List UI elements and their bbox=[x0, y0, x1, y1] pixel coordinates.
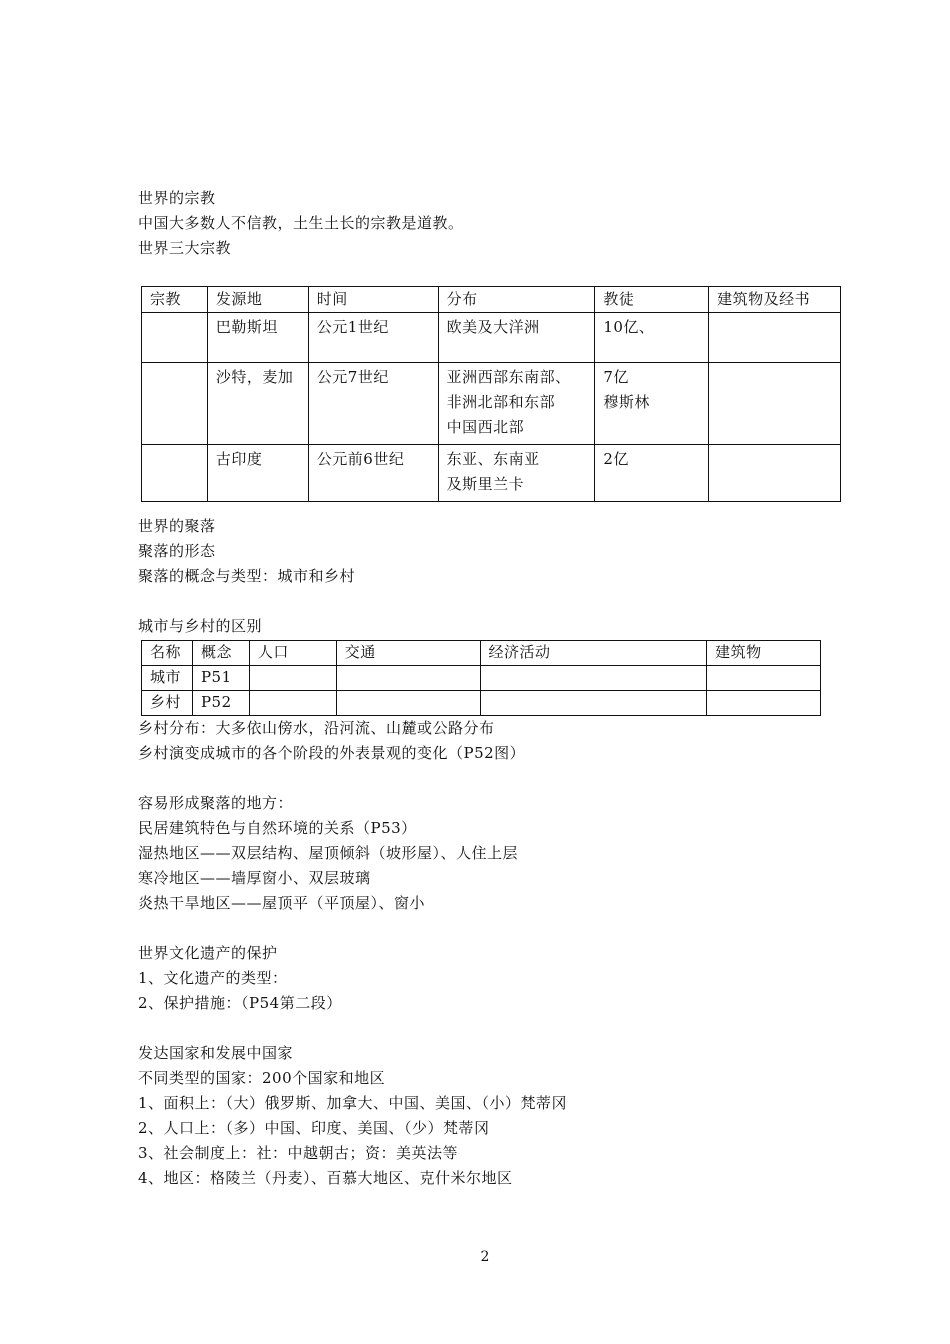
time-cell: 公元7世纪 bbox=[308, 363, 438, 445]
header-cell: 教徒 bbox=[595, 287, 709, 313]
header-cell: 宗教 bbox=[142, 287, 208, 313]
text-line: 容易形成聚落的地方： bbox=[138, 794, 294, 812]
text-line: 乡村演变成城市的各个阶段的外表景观的变化（P52图） bbox=[138, 744, 526, 762]
header-cell: 交通 bbox=[336, 641, 480, 666]
header-cell: 名称 bbox=[142, 641, 193, 666]
empty-cell bbox=[480, 666, 707, 691]
header-cell: 发源地 bbox=[207, 287, 308, 313]
text-line: 4、地区：格陵兰（丹麦）、百慕大地区、克什米尔地区 bbox=[138, 1169, 513, 1187]
text-line: 3、社会制度上：社：中越朝古；资：美英法等 bbox=[138, 1144, 459, 1162]
distribution-line: 非洲北部和东部 bbox=[446, 393, 556, 411]
followers-cell bbox=[595, 363, 709, 445]
header-cell: 建筑物 bbox=[707, 641, 821, 666]
table-header-row bbox=[142, 641, 821, 666]
origin-cell: 沙特，麦加 bbox=[207, 363, 308, 445]
empty-cell bbox=[249, 666, 336, 691]
text-line: 寒冷地区——墙厚窗小、双层玻璃 bbox=[138, 869, 371, 887]
text-line: 不同类型的国家：200个国家和地区 bbox=[138, 1069, 386, 1087]
text-line: 炎热干旱地区——屋顶平（平顶屋）、窗小 bbox=[138, 894, 426, 912]
name-cell: 乡村 bbox=[142, 691, 193, 716]
table-row bbox=[142, 666, 821, 691]
followers-cell bbox=[595, 313, 709, 363]
followers-cell bbox=[595, 445, 709, 502]
concept-cell: P51 bbox=[192, 666, 249, 691]
table-row bbox=[142, 691, 821, 716]
religion-table bbox=[141, 286, 841, 502]
header-cell: 分布 bbox=[438, 287, 595, 313]
section-title-countries: 发达国家和发展中国家 bbox=[138, 1044, 294, 1062]
table-row bbox=[142, 313, 841, 363]
building-cell bbox=[709, 445, 841, 502]
distribution-line: 亚洲西部东南部、 bbox=[446, 368, 571, 386]
header-cell: 建筑物及经书 bbox=[709, 287, 841, 313]
followers-line: 穆斯林 bbox=[603, 393, 650, 411]
text-line: 民居建筑特色与自然环境的关系（P53） bbox=[138, 819, 417, 837]
concept-cell: P52 bbox=[192, 691, 249, 716]
text-line: 聚落的概念与类型：城市和乡村 bbox=[138, 567, 356, 585]
distribution-cell bbox=[438, 313, 595, 363]
origin-cell: 古印度 bbox=[207, 445, 308, 502]
table-header-row bbox=[142, 287, 841, 313]
empty-cell bbox=[336, 691, 480, 716]
text-line: 聚落的形态 bbox=[138, 542, 216, 560]
header-cell: 概念 bbox=[192, 641, 249, 666]
section-title-heritage: 世界文化遗产的保护 bbox=[138, 944, 278, 962]
time-cell: 公元1世纪 bbox=[308, 313, 438, 363]
followers-line: 10亿、 bbox=[603, 318, 655, 336]
text-line: 城市与乡村的区别 bbox=[138, 617, 263, 635]
header-cell: 人口 bbox=[249, 641, 336, 666]
text-line: 1、面积上：（大）俄罗斯、加拿大、中国、美国、（小）梵蒂冈 bbox=[138, 1094, 568, 1112]
page-number: 2 bbox=[480, 1249, 490, 1265]
text-line: 1、文化遗产的类型： bbox=[138, 969, 288, 987]
empty-cell bbox=[707, 691, 821, 716]
name-cell: 城市 bbox=[142, 666, 193, 691]
section-title-religion: 世界的宗教 bbox=[138, 189, 216, 207]
building-cell bbox=[709, 363, 841, 445]
distribution-line: 中国西北部 bbox=[446, 418, 525, 436]
distribution-cell bbox=[438, 363, 595, 445]
followers-line: 7亿 bbox=[603, 368, 629, 386]
followers-line: 2亿 bbox=[603, 450, 629, 468]
building-cell bbox=[709, 313, 841, 363]
section-title-settlement: 世界的聚落 bbox=[138, 517, 216, 535]
text-line: 中国大多数人不信教，土生土长的宗教是道教。 bbox=[138, 214, 464, 232]
table-row bbox=[142, 363, 841, 445]
text-line: 湿热地区——双层结构、屋顶倾斜（坡形屋）、人住上层 bbox=[138, 844, 519, 862]
empty-cell bbox=[707, 666, 821, 691]
text-line: 乡村分布：大多依山傍水，沿河流、山麓或公路分布 bbox=[138, 719, 495, 737]
origin-cell: 巴勒斯坦 bbox=[207, 313, 308, 363]
religion-cell bbox=[142, 363, 208, 445]
religion-cell bbox=[142, 445, 208, 502]
empty-cell bbox=[480, 691, 707, 716]
text-line: 2、人口上：（多）中国、印度、美国、（少）梵蒂冈 bbox=[138, 1119, 490, 1137]
text-line: 世界三大宗教 bbox=[138, 239, 232, 257]
settlement-table bbox=[141, 640, 821, 716]
distribution-cell bbox=[438, 445, 595, 502]
distribution-line: 及斯里兰卡 bbox=[446, 475, 525, 493]
distribution-line: 东亚、东南亚 bbox=[446, 450, 540, 468]
empty-cell bbox=[336, 666, 480, 691]
time-cell: 公元前6世纪 bbox=[308, 445, 438, 502]
distribution-line: 欧美及大洋洲 bbox=[446, 318, 540, 336]
header-cell: 时间 bbox=[308, 287, 438, 313]
header-cell: 经济活动 bbox=[480, 641, 707, 666]
empty-cell bbox=[249, 691, 336, 716]
religion-cell bbox=[142, 313, 208, 363]
text-line: 2、保护措施：（P54第二段） bbox=[138, 994, 342, 1012]
table-row bbox=[142, 445, 841, 502]
